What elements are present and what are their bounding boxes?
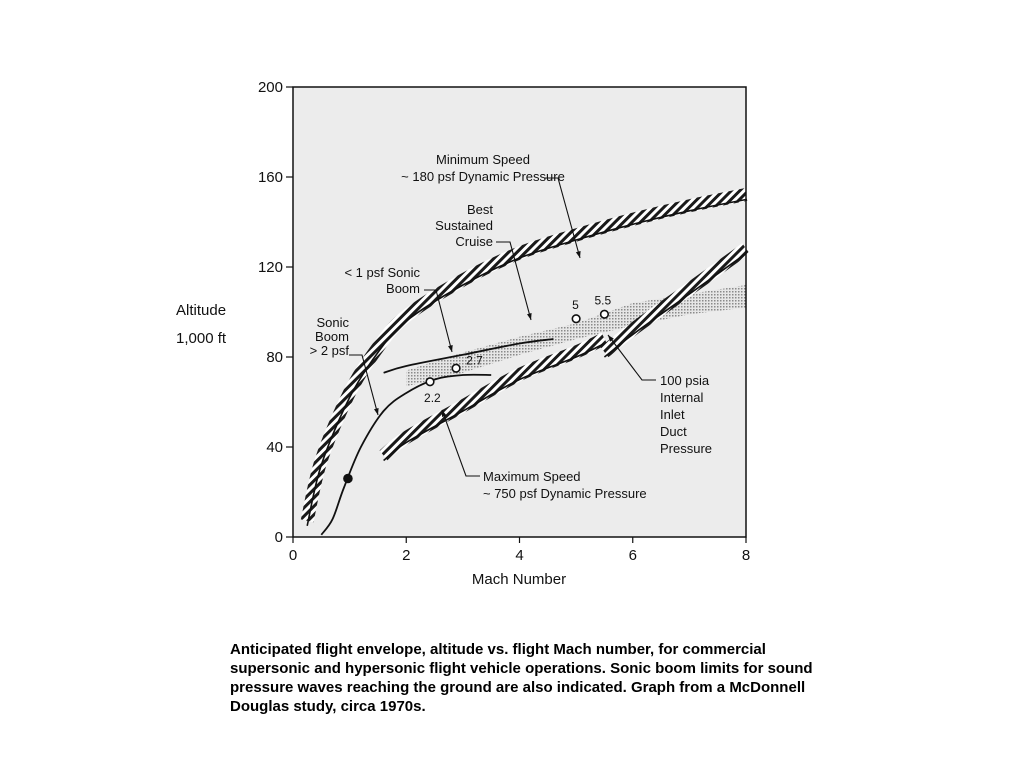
mach-point (601, 310, 609, 318)
x-tick-label: 4 (515, 547, 524, 564)
mach-point (452, 364, 460, 372)
x-tick-label: 8 (741, 547, 751, 564)
annotation-boom-2psf-text: > 2 psf (309, 343, 349, 358)
mach-point-label: 5 (572, 297, 579, 312)
annotation-min-speed-text: Minimum Speed (436, 152, 530, 167)
annotation-boom-1psf-text: Boom (386, 281, 420, 296)
mach-point-label: 5.5 (594, 293, 612, 308)
annotation-inlet-duct-text: Pressure (660, 441, 713, 456)
annotation-boom-1psf-text: < 1 psf Sonic (344, 265, 420, 280)
sonic-boom-point-filled (344, 475, 352, 483)
x-tick-label: 0 (288, 547, 298, 564)
annotation-inlet-duct-text: Duct (660, 424, 687, 439)
mach-point-label: 2.7 (466, 353, 483, 368)
figure-caption: Anticipated flight envelope, altitude vs. flight Mach number, for commercial supersonic and hypersonic flight vehicle operations. Sonic boom limits for sound pressure waves reaching the ground are also indicated. Graph from a McDonnell Douglas study, circa 1970s. (230, 641, 813, 715)
y-tick-label: 200 (257, 79, 283, 96)
annotation-boom-2psf-text: Sonic (316, 315, 349, 330)
annotation-inlet-duct-text: Internal (660, 390, 704, 405)
x-axis-title: Mach Number (471, 571, 567, 588)
annotation-inlet-duct-text: 100 psia (660, 373, 710, 388)
annotation-max-speed-text: ~ 750 psf Dynamic Pressure (483, 486, 647, 501)
y-tick-label: 160 (257, 169, 283, 186)
annotation-best-cruise-text: Sustained (435, 218, 493, 233)
annotation-max-speed-text: Maximum Speed (483, 469, 581, 484)
y-axis-title-line-1: Altitude (176, 302, 227, 319)
y-tick-label: 120 (257, 259, 283, 276)
y-tick-label: 0 (274, 529, 283, 546)
annotation-best-cruise-text: Best (466, 202, 493, 217)
x-tick-label: 6 (628, 547, 637, 564)
mach-point-label: 2.2 (424, 390, 441, 405)
mach-point (572, 315, 580, 323)
annotation-min-speed-text: ~ 180 psf Dynamic Pressure (401, 169, 565, 184)
x-tick-label: 2 (402, 547, 411, 564)
mach-point (426, 378, 434, 386)
annotation-boom-2psf-text: Boom (315, 329, 349, 344)
y-axis-title-line-2: 1,000 ft (176, 330, 227, 347)
y-tick-label: 80 (266, 349, 283, 366)
y-tick-label: 40 (266, 439, 283, 456)
annotation-inlet-duct-text: Inlet (660, 407, 685, 422)
annotation-best-cruise-text: Cruise (455, 234, 493, 249)
